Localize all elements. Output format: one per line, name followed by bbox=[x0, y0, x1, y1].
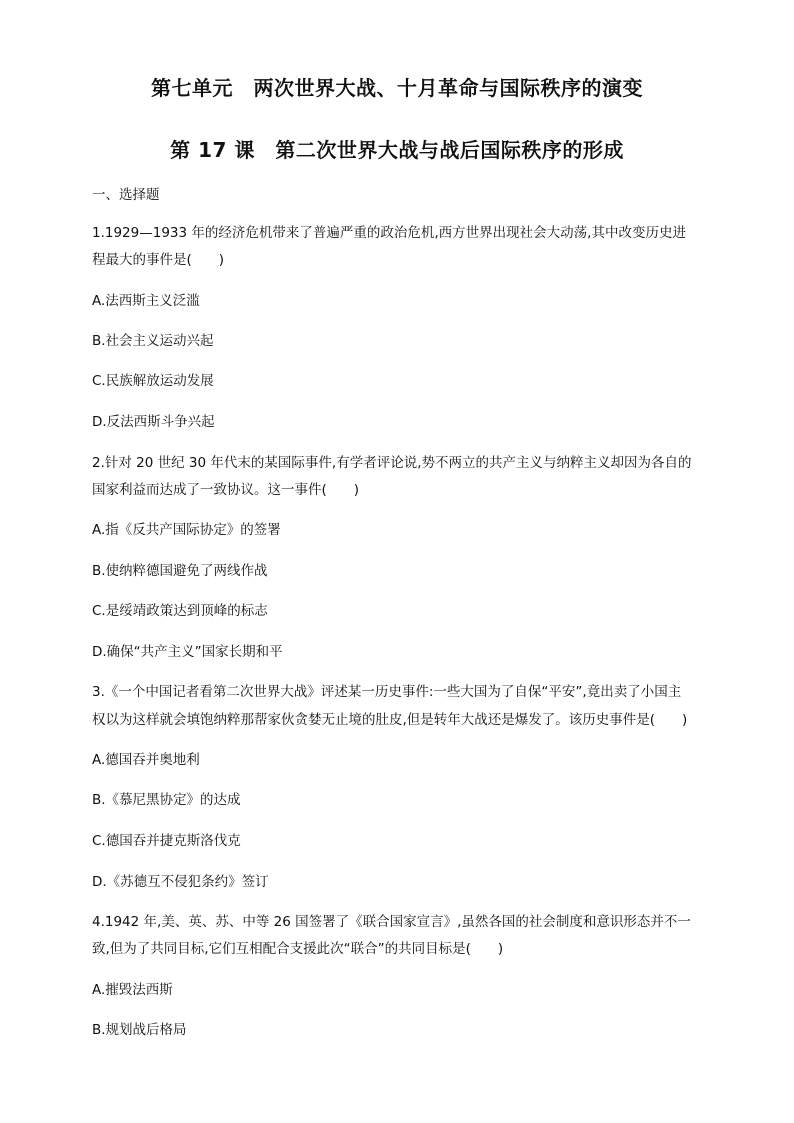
question-2-option-d: D.确保“共产主义”国家长期和平 bbox=[92, 644, 283, 660]
question-1-option-a: A.法西斯主义泛滥 bbox=[92, 293, 200, 309]
question-1-option-b: B.社会主义运动兴起 bbox=[92, 333, 214, 349]
question-4-stem-line-2: 致,但为了共同目标,它们互相配合支援此次“联合”的共同目标是( ) bbox=[92, 941, 504, 957]
unit-title: 第七单元 两次世界大战、十月革命与国际秩序的演变 bbox=[151, 76, 643, 100]
question-4-option-b: B.规划战后格局 bbox=[92, 1022, 187, 1038]
question-2-option-b: B.使纳粹德国避免了两线作战 bbox=[92, 563, 268, 579]
question-3-option-b: B.《慕尼黑协定》的达成 bbox=[92, 792, 241, 808]
question-4-option-a: A.摧毁法西斯 bbox=[92, 982, 173, 998]
question-3-option-c: C.德国吞并捷克斯洛伐克 bbox=[92, 833, 241, 849]
question-3-stem-line-2: 权以为这样就会填饱纳粹那帮家伙贪婪无止境的肚皮,但是转年大战还是爆发了。该历史事件是( ) bbox=[92, 712, 688, 728]
question-3-option-a: A.德国吞并奥地利 bbox=[92, 752, 200, 768]
question-2-stem-line-2: 国家利益而达成了一致协议。这一事件( ) bbox=[92, 482, 360, 498]
question-3-stem-line-1: 3.《一个中国记者看第二次世界大战》评述某一历史事件:一些大国为了自保“平安”,竟出卖了小国主 bbox=[92, 684, 682, 700]
question-1-stem-line-1: 1.1929—1933 年的经济危机带来了普遍严重的政治危机,西方世界出现社会大动荡,其中改变历史进 bbox=[92, 225, 686, 241]
question-2-stem-line-1: 2.针对 20 世纪 30 年代末的某国际事件,有学者评论说,势不两立的共产主义与纳粹主义却因为各自的 bbox=[92, 455, 692, 471]
question-1-option-d: D.反法西斯斗争兴起 bbox=[92, 414, 215, 430]
question-4-stem-line-1: 4.1942 年,美、英、苏、中等 26 国签署了《联合国家宣言》,虽然各国的社会制度和意识形态并不一 bbox=[92, 914, 691, 930]
section-label: 一、选择题 bbox=[92, 187, 160, 203]
question-1-option-c: C.民族解放运动发展 bbox=[92, 373, 214, 389]
question-3-option-d: D.《苏德互不侵犯条约》签订 bbox=[92, 874, 269, 890]
lesson-title: 第 17 课 第二次世界大战与战后国际秩序的形成 bbox=[170, 138, 624, 162]
question-2-option-c: C.是绥靖政策达到顶峰的标志 bbox=[92, 603, 268, 619]
question-1-stem-line-2: 程最大的事件是( ) bbox=[92, 252, 225, 268]
question-2-option-a: A.指《反共产国际协定》的签署 bbox=[92, 522, 281, 538]
